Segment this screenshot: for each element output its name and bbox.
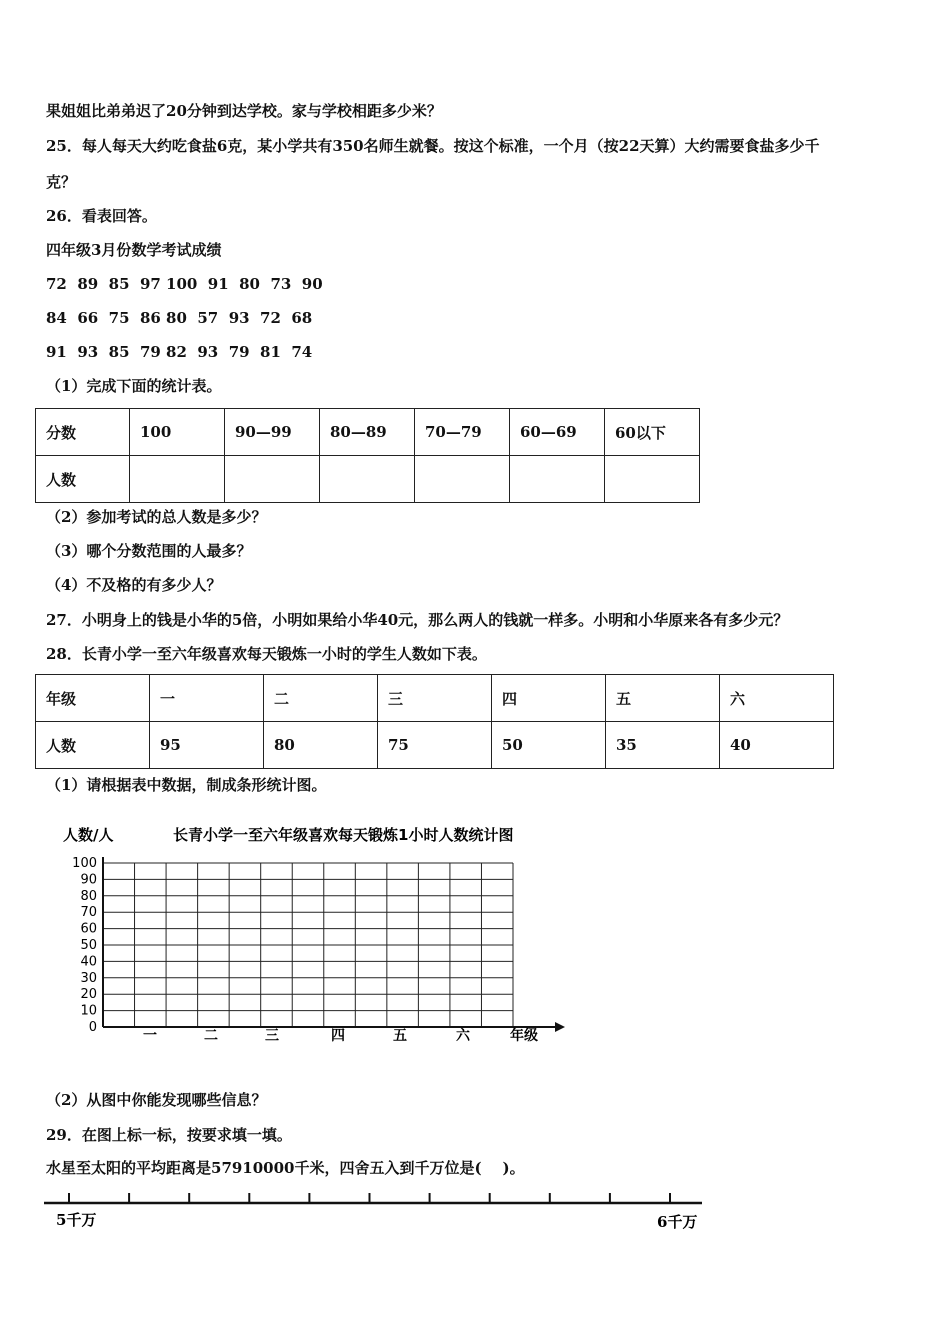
table-header-cell: 三 [378, 675, 492, 722]
x-tick-label: 二 [204, 1028, 218, 1044]
table-empty-cell[interactable] [605, 456, 700, 503]
table-empty-cell[interactable] [510, 456, 605, 503]
x-axis-label: 年级 [510, 1028, 538, 1044]
y-tick-label: 60 [80, 921, 97, 937]
question-27: 27．小明身上的钱是小华的5倍，小明如果给小华40元，那么两人的钱就一样多。小明和小华原来各有多少元？ [46, 611, 789, 629]
y-tick-label: 10 [80, 1003, 97, 1019]
x-tick-label: 四 [331, 1028, 345, 1044]
y-tick-label: 50 [80, 938, 97, 953]
table-cell: 50 [492, 722, 606, 769]
x-tick-labels [143, 1027, 471, 1044]
x-tick-label: 六 [456, 1028, 470, 1044]
y-tick-label: 20 [80, 987, 97, 1003]
table-cell: 80 [264, 722, 378, 769]
table-header-cell: 70—79 [415, 409, 510, 456]
table-header-cell: 80—89 [320, 409, 415, 456]
question-26-1: （1）完成下面的统计表。 [46, 377, 222, 395]
table-empty-cell[interactable] [130, 456, 225, 503]
question-25: 25．每人每天大约吃食盐6克，某小学共有350名师生就餐。按这个标准，一个月（按22天算）大约需要食盐多少千 [46, 137, 820, 155]
table-header-cell: 100 [130, 409, 225, 456]
table-header-cell: 五 [606, 675, 720, 722]
question-29-text: 水星至太阳的平均距离是57910000千米，四舍五入到千万位是( )。 [46, 1159, 525, 1177]
table-empty-cell[interactable] [415, 456, 510, 503]
scores-title: 四年级3月份数学考试成绩 [46, 241, 222, 259]
scores-row-2: 84 66 75 86 80 57 93 72 68 [46, 309, 313, 327]
table-empty-cell[interactable] [320, 456, 415, 503]
score-stat-table [35, 408, 700, 503]
table-header-cell: 二 [264, 675, 378, 722]
question-29: 29．在图上标一标，按要求填一填。 [46, 1126, 292, 1144]
x-tick-label: 一 [143, 1028, 157, 1044]
y-tick-label: 100 [72, 856, 97, 871]
y-tick-label: 30 [80, 970, 97, 986]
question-26-4: （4）不及格的有多少人？ [46, 576, 222, 594]
x-tick-label: 三 [265, 1028, 279, 1044]
number-line-left-label: 5千万 [56, 1211, 97, 1229]
question-28: 28．长青小学一至六年级喜欢每天锻炼一小时的学生人数如下表。 [46, 645, 487, 663]
table-cell: 95 [150, 722, 264, 769]
y-tick-label: 80 [80, 888, 97, 904]
table-header-cell: 四 [492, 675, 606, 722]
y-tick-labels [72, 856, 97, 1035]
x-tick-label: 五 [393, 1028, 407, 1044]
table-header-cell: 90—99 [225, 409, 320, 456]
number-line[interactable] [40, 1182, 720, 1242]
chart-grid-lines [103, 857, 565, 1032]
table-header-cell: 60—69 [510, 409, 605, 456]
y-tick-label: 90 [80, 872, 97, 888]
text-line-intro: 果姐姐比弟弟迟了20分钟到达学校。家与学校相距多少米？ [46, 102, 442, 120]
grade-count-table [35, 674, 834, 769]
chart-title: 长青小学一至六年级喜欢每天锻炼1小时人数统计图 [173, 826, 514, 844]
table-header-cell: 60以下 [605, 409, 700, 456]
question-25-cont: 克？ [46, 173, 77, 191]
table-header-cell: 六 [720, 675, 834, 722]
scores-row-1: 72 89 85 97 100 91 80 73 90 [46, 275, 323, 293]
table-cell: 75 [378, 722, 492, 769]
x-axis-arrow [555, 1022, 565, 1032]
table-header-cell: 年级 [36, 675, 150, 722]
question-28-1: （1）请根据表中数据，制成条形统计图。 [46, 776, 327, 794]
question-26: 26．看表回答。 [46, 207, 157, 225]
y-axis-label: 人数/人 [63, 826, 114, 844]
table-empty-cell[interactable] [225, 456, 320, 503]
number-line-right-label: 6千万 [657, 1213, 698, 1231]
table-cell: 35 [606, 722, 720, 769]
question-28-2: （2）从图中你能发现哪些信息？ [46, 1091, 267, 1109]
table-header-cell: 一 [150, 675, 264, 722]
y-tick-label: 0 [88, 1020, 97, 1035]
question-26-2: （2）参加考试的总人数是多少？ [46, 508, 267, 526]
question-26-3: （3）哪个分数范围的人最多？ [46, 542, 252, 560]
table-row-label: 人数 [36, 722, 150, 769]
table-header-cell: 分数 [36, 409, 130, 456]
scores-row-3: 91 93 85 79 82 93 79 81 74 [46, 343, 313, 361]
number-line-ticks [69, 1193, 670, 1203]
bar-chart-grid[interactable] [55, 818, 585, 1058]
y-tick-label: 40 [80, 954, 97, 970]
table-cell: 40 [720, 722, 834, 769]
table-row-label: 人数 [36, 456, 130, 503]
y-tick-label: 70 [80, 905, 97, 921]
